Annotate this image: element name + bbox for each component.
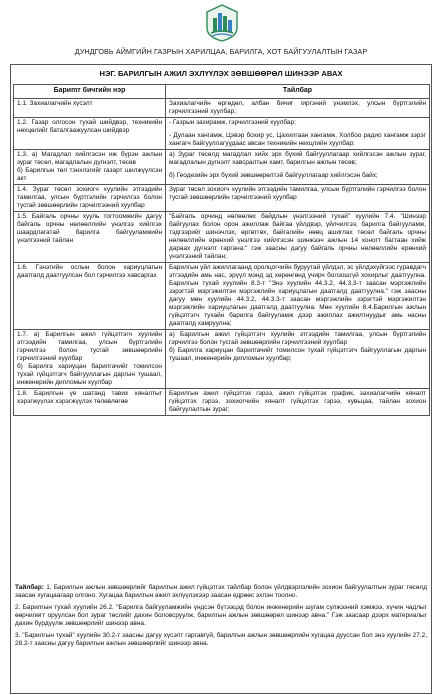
table-row [14,262,430,329]
row-document-name: 1.5. Байгаль орчны хууль тогтоомжийн дагуу байгаль орчны нөлөөллийн үнэлгээ хийлгэх шаардлагатай барилга байгууламжийн үнэлгээний тайлан [14,211,166,262]
note-item: 2. Барилгын тухай хуулийн 26.2. "Барилга байгууламжийн үндсэн бүтээцэд болон инженерийн шугам сүлжээний хэмжээ, хүчин чадлыг өөрчилөгт оруулсан бол зураг төслийг дахин боловсруулж, барилгын ажлын зөвшөөрөл шинээр авна." Гэж заасаар дээрх материалыг дахин бүрдүүлж зөвшөөрлийг шинээр авна. [15,604,427,627]
row-description: Захиалагчийн өргөдөл, албан бичиг /иргэний үнэмлэх, улсын бүртгэлийн гэрчилгээний хуулбар; [166,98,430,117]
description-line: а) Зураг төсөлд магадлал хийх эрх бүхий байгууллагаар хийлгэсэн ажлын зураг, магадлалын дүгнэлт хавсралтын хамт, барилгын ажлын төсөв; [169,150,426,166]
table-row [14,117,430,149]
row-description: Зураг төсөл зохиогч хуулийн этгээдийн тамилгаа, улсын бүртгэлийн гэрчилгээ болон тусгай зөвшөөрлийн гэрчилгээний хуулбар [166,184,430,211]
row-document-name: 1.1. Захиалагчийн хүсэлт [14,98,166,117]
table-row [14,388,430,415]
description-line: - Дулаан хангамж, Цэвэр бохир ус, Цахилгаан хангамж, Холбоо радио хангамж зэрэг хангагч байгууллагуудаас авсан техникийн нөхцлийн хуулбар; [169,131,426,147]
requirements-table [13,84,430,416]
document-name-part: 1.7. а) Барилгын ажил гүйцэтгэгч хуулийн этгээдийн тамилгаа, улсын бүртгэлийн гэрчилгээ болон тусгай зөвшөөрлийн гэрчилгээний хуулбар [17,330,162,362]
row-document-name [14,149,166,184]
row-description [166,329,430,388]
column-header-description: Тайлбар [166,85,430,99]
row-document-name: 1.2. Газар олгосон тухай шийдвэр, техникийн нөхцөлийг баталгаажуулсан шийдвэр [14,117,166,149]
table-header-row [14,85,430,99]
description-line: а) Барилгын ажил гүйцэтгэгч хуулийн этгээдийн тамилгаа, улсын бүртгэлийн гэрчилгээ болон тусгай зөвшөөрлийн гэрчилгээний хуулбар [169,330,426,346]
notes-section [15,584,427,652]
notes-label: Тайлбар: [15,584,44,591]
table-row [14,211,430,262]
requirements-document [10,64,432,694]
row-description: Барилгын үйл ажиллагаанд оролцогчийн буруутай үйлдэл, эс үйлдэхүйгээс гуравдагч этгээдийн амь нас, эрүүл мэнд эд хөрөнгөнд учирч болзошгүй хохирлыг даатгуулна. Барилгын тухай хуулийн 8.3-т "Энэ хуулийн 44.3.2, 44.3.3-т заасан мэргэжлийн зэрэгтэй мэргэжилтэн мэргэжлийн хариуцлагын даатгалд даатгуулна." гэж заасны дагуу мөн хуулийн 44.3.2, 44.3.3-т заасан мэргэжлийн зэрэгтэй мэргэжилтэн мэргэжлийн хариуцлагын даатгалд даатгуулна. Мөн хуулийн 8.4.Барилгын ажлын гүйцэтгэгч тухайн барилга байгууламж дээр ажиллах ажилтнуудыг амь насны даатгалд хамруулна; [166,262,430,329]
document-name-part: б) Барилга хариуцан барилгачийг томилсон тухай гүйцэтгэгч байгууллагын даргын тушаал, инженерийн дипломын хуулбар [17,362,162,386]
row-description [166,117,430,149]
table-row [14,329,430,388]
note-item [15,584,427,600]
description-line: б) Геодезийн эрх бүхий зөвшөөрөлтэй байгууллагаар хийлгэсэн байх; [169,171,378,179]
row-document-name: 1.8. Барилгын үе шатанд тавих хяналтыг хэрэгжүүлэх хэрэгжүүлэх төлөвлөгөө [14,388,166,415]
document-name-part: 1.3. а) Магадлал хийлгэсэн иж бүрэн ажлын зураг төсөл, магадлалын дүгнэлт, төсөв [17,150,162,166]
row-description: "Байгаль орчинд нөлөөлөх байдлын үнэлгээний тухай" хуулийн 7.4. "Шинээр байгуулах болон орон ажиллаж байгаа үйлдвэр, үйлчилгээ, барилга байгууламж, тэдгээрийг шинэчлэх, өргөтгөх, байгалийн нөөц ашиглах төсөл байгаль орчны нөлөөллийн ерөнхий үнэлгээ хийлгэсэн шинжээч ажлын 14 хоногт багтаан хийж дараах дүгнэлт гаргана:" гэж заасны дагуу байгаль орчны нөлөөллийн ерөнхий үнэлгээний тайлан; [166,211,430,262]
document-name-part: б) Барилгын төл тэнхлэгийг газарт шилжүүлсэн акт [17,166,162,182]
note-text: 1. Барилгын ажлын зөвшөөрлийг барилгын ажил гүйцэтгэх тайлбар болон үйлдвэрлэлийн зохион байгуулалтын зураг төсөлд заасан хугацаагаар олгоно. Хугацаа барилгын ажил эхлүүлэхээр заасан едрөөс эхлэн тоолно. [15,584,427,599]
table-row [14,184,430,211]
page-header [0,0,442,62]
row-document-name: 1.6. Гэнэтийн ослын болон хариуцлагын даатгалд даатгуулсан бол гэрчилгээ хавсаргах [14,262,166,329]
description-line: - Газрын захирамж, гэрчилгээний хуулбар; [169,118,296,126]
description-line: б) Барилга хариуцан барилгачийг томилсон тухай гүйцэтгэгч байгууллагын даргын тушаал, инженерийн дипломын хуулбар; [169,346,426,362]
document-title: НЭГ. БАРИЛГЫН АЖИЛ ЭХЛҮҮЛЭХ ЗӨВШӨӨРӨЛ ШИНЭЭР АВАХ [99,69,343,78]
table-row [14,98,430,117]
row-description [166,149,430,184]
row-document-name: 1.4. Зураг төсөл зохиогч хуулийн этгээдийн тамилгаа, улсын бүртгэлийн гэрчилгээ болон тусгай зөвшөөрлийн гэрчилгээний хуулбар [14,184,166,211]
table-row [14,149,430,184]
city-emblem-icon [205,4,239,42]
note-item: 3. "Барилгын тухай" хуулийн 30.2-т заасны дагуу хүсэлт гаргавгүй, барилгын ажлын зөвшөөрлийн хугацаа дууссан бол энэ хуулийн 27.2, 28.2-т заасны дагуу барилгын ажлын зөвшөөрлийг шинээр авна. [15,632,427,647]
row-document-name [14,329,166,388]
row-description: Барилгын ажил гүйцэтгэх гэрээ, ажил гүйцэтгэх график, захиалагчийн хяналт гүйцэтгэх гэрээ, зохиогчийн хяналт гүйцэтгэх гэрээ, хувьцаа, тайлан зохион байгуулалтын зураг; [166,388,430,415]
column-header-document-name: Бариmт бичгийн нэр [14,85,166,99]
organization-name: ДУНДГОВЬ АЙМГИЙН ГАЗРЫН ХАРИЛЦАА, БАРИЛГА, ХОТ БАЙГУУЛАЛТЫН ГАЗАР [74,47,368,56]
